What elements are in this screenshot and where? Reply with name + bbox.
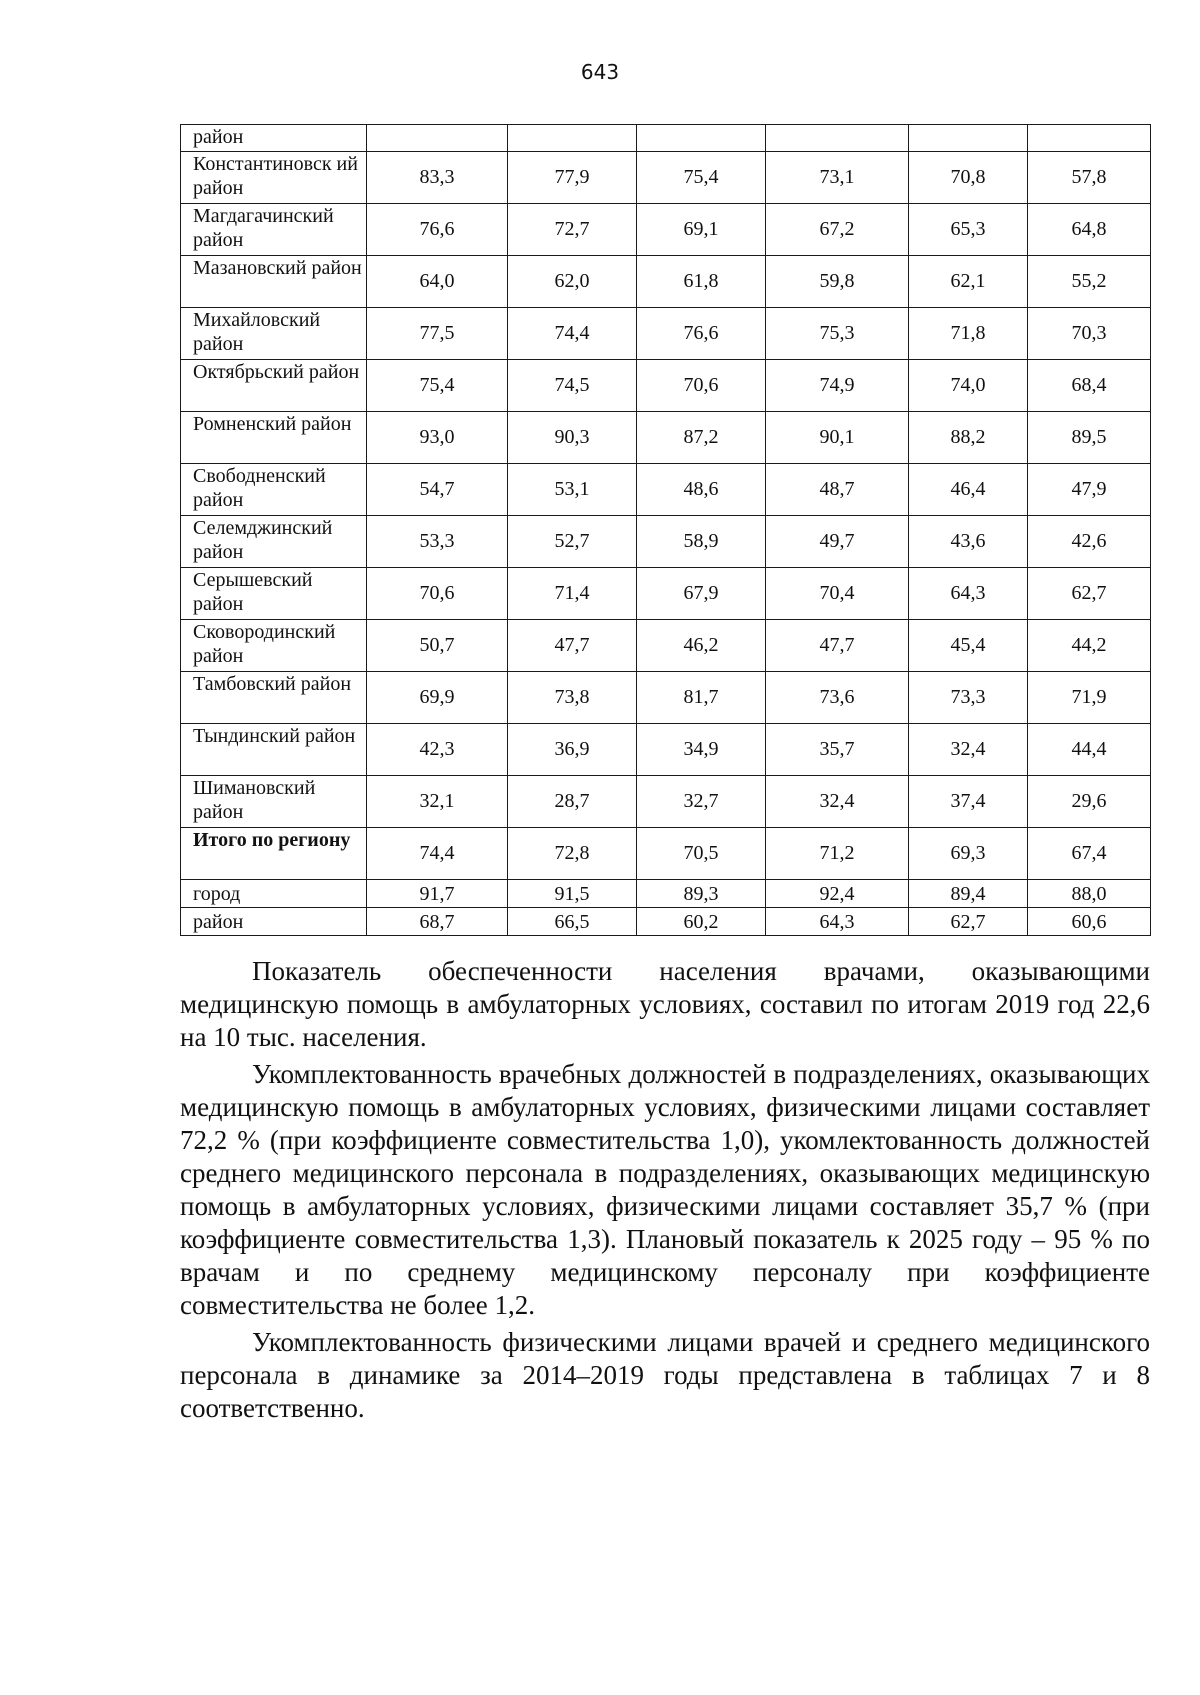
table-cell: 87,2 [637, 412, 766, 464]
table-cell: 49,7 [766, 516, 909, 568]
table-cell: 66,5 [508, 908, 637, 936]
table-cell: 64,3 [909, 568, 1028, 620]
table-cell: 89,4 [909, 880, 1028, 908]
table-cell: 89,3 [637, 880, 766, 908]
table-cell: 74,5 [508, 360, 637, 412]
table-cell: 46,2 [637, 620, 766, 672]
table-cell: 75,4 [637, 152, 766, 204]
table-cell: 57,8 [1028, 152, 1151, 204]
staffing-table [180, 124, 1151, 936]
table-cell [637, 125, 766, 152]
table-cell: 48,6 [637, 464, 766, 516]
table-cell: 64,0 [367, 256, 508, 308]
table-cell: 75,3 [766, 308, 909, 360]
table-cell: 70,3 [1028, 308, 1151, 360]
table-cell: 28,7 [508, 776, 637, 828]
district-name: Шимановский район [181, 776, 367, 828]
table-cell: 47,7 [766, 620, 909, 672]
district-name: Октябрьский район [181, 360, 367, 412]
table-cell: 71,4 [508, 568, 637, 620]
table-cell: 74,0 [909, 360, 1028, 412]
paragraph: Укомплектованность врачебных должностей в подразделениях, оказывающих медицинскую помощь в амбулаторных условиях, физическими лицами составляет 72,2 % (при коэффициенте совместительства 1,0), укомлектованность должностей среднего медицинского персонала в подразделениях, оказывающих медицинскую помощь в амбулаторных условиях, физическими лицами составляет 35,7 % (при коэффициенте совместительства 1,3). Плановый показатель к 2025 году – 95 % по врачам и по среднему медицинскому персоналу при коэффициенте совместительства не более 1,2. [180, 1059, 1150, 1320]
table-cell: 44,4 [1028, 724, 1151, 776]
table-row [181, 568, 1151, 620]
table-cell: 88,2 [909, 412, 1028, 464]
table-cell: 62,7 [909, 908, 1028, 936]
table-cell: 43,6 [909, 516, 1028, 568]
table-cell: 67,4 [1028, 828, 1151, 880]
table-row [181, 776, 1151, 828]
table-cell: 70,4 [766, 568, 909, 620]
table-cell: 73,3 [909, 672, 1028, 724]
table-cell: 47,7 [508, 620, 637, 672]
district-name: Селемджинский район [181, 516, 367, 568]
table-cell: 42,3 [367, 724, 508, 776]
table-cell: 90,1 [766, 412, 909, 464]
table-cell: 37,4 [909, 776, 1028, 828]
table-cell: 29,6 [1028, 776, 1151, 828]
table-cell: 70,8 [909, 152, 1028, 204]
district-name: город [181, 880, 367, 908]
table-cell: 45,4 [909, 620, 1028, 672]
district-name: район [181, 125, 367, 152]
district-name: район [181, 908, 367, 936]
table-row [181, 620, 1151, 672]
table-cell: 35,7 [766, 724, 909, 776]
table-cell: 76,6 [637, 308, 766, 360]
table-cell: 58,9 [637, 516, 766, 568]
table-cell: 32,4 [766, 776, 909, 828]
table-cell: 52,7 [508, 516, 637, 568]
table-row [181, 880, 1151, 908]
table-cell: 64,3 [766, 908, 909, 936]
table-row [181, 672, 1151, 724]
table-cell [909, 125, 1028, 152]
body-text [180, 955, 1150, 1429]
table-cell: 73,1 [766, 152, 909, 204]
table-cell: 70,5 [637, 828, 766, 880]
table-cell [1028, 125, 1151, 152]
paragraph: Укомплектованность физическими лицами врачей и среднего медицинского персонала в динамике за 2014–2019 годы представлена в таблицах 7 и 8 соответственно. [180, 1327, 1150, 1423]
table-cell: 89,5 [1028, 412, 1151, 464]
district-name: Свободненский район [181, 464, 367, 516]
table-cell: 70,6 [367, 568, 508, 620]
table-cell: 75,4 [367, 360, 508, 412]
table-cell: 55,2 [1028, 256, 1151, 308]
table-cell: 72,8 [508, 828, 637, 880]
table-cell: 73,8 [508, 672, 637, 724]
table-cell: 47,9 [1028, 464, 1151, 516]
table-cell [766, 125, 909, 152]
district-name: Сковородинский район [181, 620, 367, 672]
table-cell: 32,4 [909, 724, 1028, 776]
table-row [181, 360, 1151, 412]
table-cell: 53,1 [508, 464, 637, 516]
table-cell: 76,6 [367, 204, 508, 256]
table-cell: 46,4 [909, 464, 1028, 516]
table-cell: 62,0 [508, 256, 637, 308]
table-cell: 54,7 [367, 464, 508, 516]
table-cell: 34,9 [637, 724, 766, 776]
table-cell: 93,0 [367, 412, 508, 464]
table-cell: 74,4 [367, 828, 508, 880]
district-name: Тындинский район [181, 724, 367, 776]
table-cell: 92,4 [766, 880, 909, 908]
table-cell: 73,6 [766, 672, 909, 724]
table-cell: 71,2 [766, 828, 909, 880]
table-cell: 72,7 [508, 204, 637, 256]
table-cell: 88,0 [1028, 880, 1151, 908]
table-cell: 50,7 [367, 620, 508, 672]
table-row [181, 908, 1151, 936]
table-cell: 64,8 [1028, 204, 1151, 256]
district-name: Магдагачинский район [181, 204, 367, 256]
table-cell [367, 125, 508, 152]
table-row [181, 125, 1151, 152]
table-cell: 67,9 [637, 568, 766, 620]
table-cell: 61,8 [637, 256, 766, 308]
table-row [181, 308, 1151, 360]
table-cell: 69,9 [367, 672, 508, 724]
page-number: 643 [580, 60, 620, 84]
table-cell: 74,9 [766, 360, 909, 412]
table-row [181, 412, 1151, 464]
table-cell: 70,6 [637, 360, 766, 412]
table-cell: 42,6 [1028, 516, 1151, 568]
table-cell: 74,4 [508, 308, 637, 360]
table-cell: 32,7 [637, 776, 766, 828]
table-cell: 77,9 [508, 152, 637, 204]
table-cell [508, 125, 637, 152]
table-row [181, 724, 1151, 776]
table-cell: 59,8 [766, 256, 909, 308]
table-cell: 67,2 [766, 204, 909, 256]
region-total-label: Итого по региону [181, 828, 367, 880]
table-cell: 60,6 [1028, 908, 1151, 936]
table-cell: 62,1 [909, 256, 1028, 308]
table-row [181, 152, 1151, 204]
district-name: Серышевский район [181, 568, 367, 620]
table-row [181, 464, 1151, 516]
table-cell: 68,7 [367, 908, 508, 936]
table-cell: 44,2 [1028, 620, 1151, 672]
table-cell: 60,2 [637, 908, 766, 936]
table-cell: 69,1 [637, 204, 766, 256]
table-cell: 68,4 [1028, 360, 1151, 412]
table-cell: 48,7 [766, 464, 909, 516]
district-name: Ромненский район [181, 412, 367, 464]
table-cell: 71,8 [909, 308, 1028, 360]
table-cell: 62,7 [1028, 568, 1151, 620]
table-cell: 36,9 [508, 724, 637, 776]
table-cell: 90,3 [508, 412, 637, 464]
table-cell: 71,9 [1028, 672, 1151, 724]
table-row-total [181, 828, 1151, 880]
paragraph: Показатель обеспеченности населения врачами, оказывающими медицинскую помощь в амбулаторных условиях, составил по итогам 2019 год 22,6 на 10 тыс. населения. [180, 956, 1150, 1052]
district-name: Мазановский район [181, 256, 367, 308]
table-cell: 81,7 [637, 672, 766, 724]
table-cell: 32,1 [367, 776, 508, 828]
table-cell: 91,5 [508, 880, 637, 908]
district-name: Тамбовский район [181, 672, 367, 724]
table-cell: 83,3 [367, 152, 508, 204]
table-cell: 91,7 [367, 880, 508, 908]
table-cell: 77,5 [367, 308, 508, 360]
district-name: Константиновск ий район [181, 152, 367, 204]
table-row [181, 516, 1151, 568]
table-cell: 69,3 [909, 828, 1028, 880]
table-row [181, 256, 1151, 308]
table-cell: 65,3 [909, 204, 1028, 256]
table-cell: 53,3 [367, 516, 508, 568]
district-name: Михайловский район [181, 308, 367, 360]
table-row [181, 204, 1151, 256]
